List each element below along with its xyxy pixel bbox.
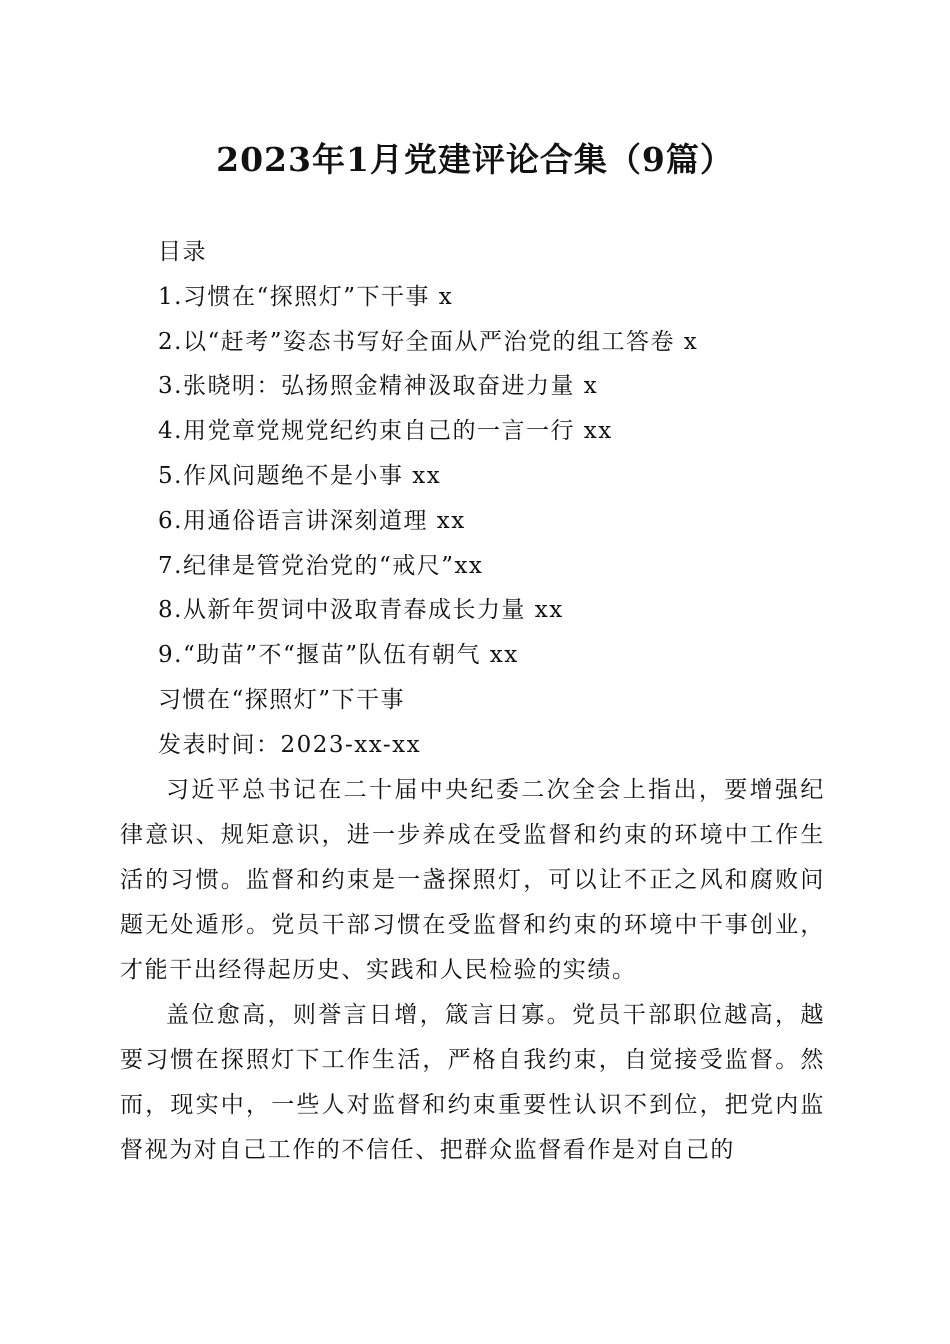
body-paragraph: 习近平总书记在二十届中央纪委二次全会上指出，要增强纪律意识、规矩意识，进一步养成在受监督和约束的环境中工作生活的习惯。监督和约束是一盏探照灯，可以让不正之风和腐败问题无处遁形。党员干部习惯在受监督和约束的环境中干事创业，才能干出经得起历史、实践和人民检验的实绩。 <box>120 777 825 983</box>
toc-item: 7.纪律是管党治党的“戒尺”xx <box>158 552 484 579</box>
article-title: 习惯在“探照灯”下干事 <box>158 686 406 713</box>
document-title: 2023年1月党建评论合集（9篇） <box>216 140 734 179</box>
publish-time: 发表时间：2023-xx-xx <box>158 731 422 758</box>
toc-item: 3.张晓明：弘扬照金精神汲取奋进力量 x <box>158 373 599 400</box>
toc-heading: 目录 <box>158 239 207 265</box>
toc-item: 1.习惯在“探照灯”下干事 x <box>158 283 454 310</box>
body-paragraph: 盖位愈高，则誉言日增，箴言日寡。党员干部职位越高，越要习惯在探照灯下工作生活，严格自我约束，自觉接受监督。然而，现实中，一些人对监督和约束重要性认识不到位，把党内监督视为对自己工作的不信任、把群众监督看作是对自己的 <box>120 1002 825 1163</box>
toc-item: 5.作风问题绝不是小事 xx <box>158 462 442 489</box>
toc-item: 4.用党章党规党纪约束自己的一言一行 xx <box>158 418 613 445</box>
toc-item: 2.以“赶考”姿态书写好全面从严治党的组工答卷 x <box>158 328 699 355</box>
table-of-contents <box>158 230 858 768</box>
toc-item: 6.用通俗语言讲深刻道理 xx <box>158 507 466 534</box>
toc-item: 9.“助苗”不“揠苗”队伍有朝气 xx <box>158 642 519 669</box>
toc-item: 8.从新年贺词中汲取青春成长力量 xx <box>158 597 564 624</box>
